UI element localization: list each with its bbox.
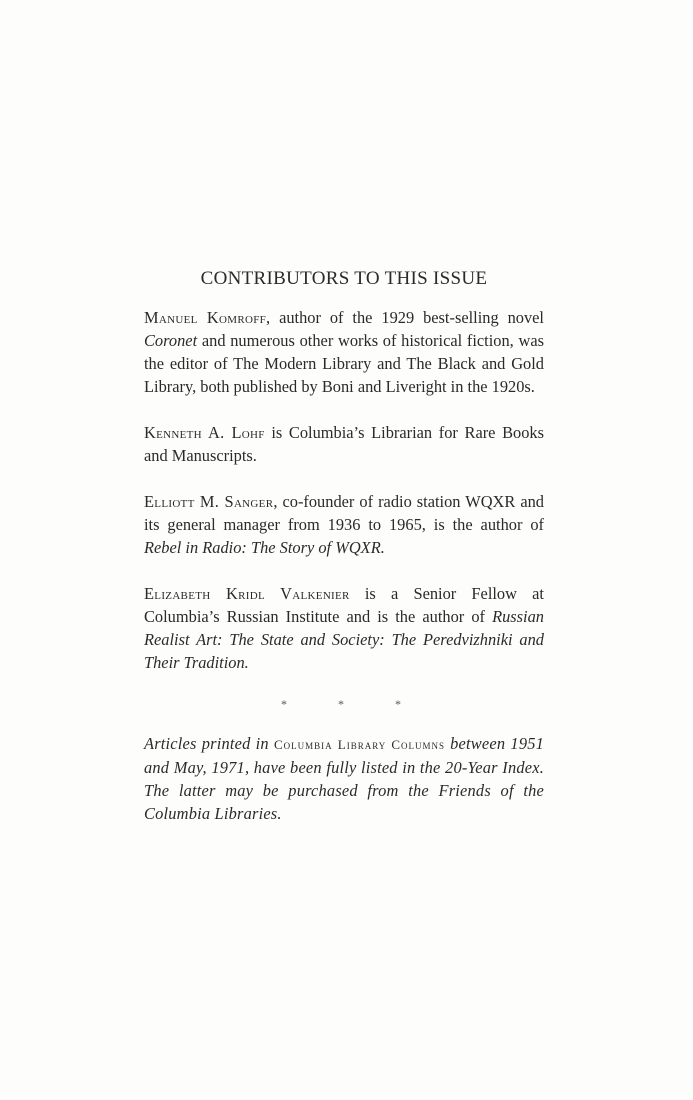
book-title: Coronet [144,331,198,350]
contributor-text: , author of the 1929 best-selling novel [266,308,544,327]
journal-name: Columbia Library Columns [273,737,445,752]
page-title: CONTRIBUTORS TO THIS ISSUE [200,268,488,289]
contributor-name: Elizabeth Kridl Valkenier [144,584,350,603]
contributor-text: , co-founder of radio station WQXR and its general manager from 1936 to 1965, is the author of [144,492,545,534]
contributor-entry-lohf [144,421,544,467]
contributor-text: is a Senior Fellow at Columbia’s Russian Institute and is the author of [144,584,544,626]
contributor-entry-komroff [144,306,544,398]
note-text: Articles printed in [144,734,274,753]
contributor-name: Elliott M. Sanger [144,492,274,511]
book-title: Russian Realist Art: The State and Society: The Peredvizhniki and Their Tradition. [144,607,544,672]
contributor-entry-valkenier [144,582,544,674]
note-text: between 1951 and May, 1971, have been fully listed in the 20-Year Index. The latter may be purchased from the Friends of the Columbia Libraries. [144,734,545,823]
book-title: Rebel in Radio: The Story of WQXR. [144,538,385,557]
contributor-name: Kenneth A. Lohf [144,423,265,442]
contributor-entry-sanger [144,490,544,559]
contributor-text: and numerous other works of historical fiction, was the editor of The Modern Library and The Black and Gold Library, both published by Boni and Liveright in the 1920s. [144,331,544,396]
contributor-name: Manuel Komroff [144,308,267,327]
index-note [144,732,544,825]
contributor-text: is Columbia’s Librarian for Rare Books and Manuscripts. [144,423,544,465]
contributors-page [144,268,544,848]
section-separator: * * * [281,697,425,711]
